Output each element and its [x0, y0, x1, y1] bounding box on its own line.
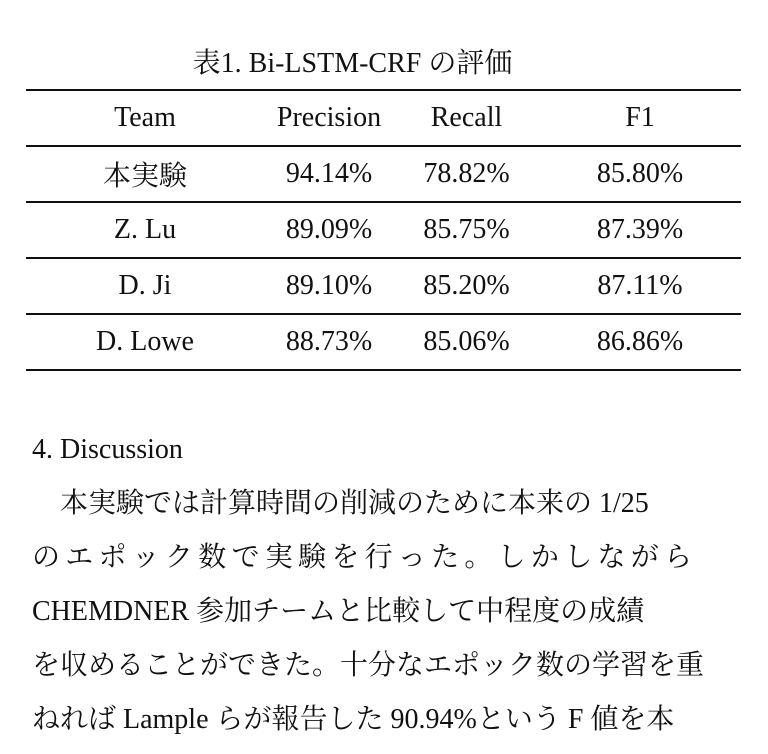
discussion-paragraph	[32, 484, 705, 754]
table-row	[26, 146, 741, 202]
cell-recall: 85.75%	[423, 214, 510, 245]
header-recall: Recall	[430, 102, 503, 133]
cell-team: D. Lowe	[96, 326, 194, 357]
cell-f1: 87.39%	[596, 214, 684, 245]
header-precision: Precision	[276, 102, 382, 133]
cell-f1: 87.11%	[597, 270, 683, 301]
section-heading: 4. Discussion	[32, 434, 183, 465]
header-f1: F1	[625, 102, 655, 133]
cell-recall: 85.20%	[423, 270, 510, 301]
paragraph-line: を収めることができた。十分なエポック数の学習を重	[32, 650, 705, 681]
cell-team: Z. Lu	[113, 214, 177, 245]
cell-precision: 88.73%	[285, 326, 373, 357]
cell-precision: 89.10%	[285, 270, 373, 301]
table-caption: 表1. Bi-LSTM-CRF の評価	[192, 48, 513, 79]
cell-team: 本実験	[102, 161, 187, 192]
cell-recall: 85.06%	[423, 326, 510, 357]
cell-f1: 86.86%	[596, 326, 684, 357]
table-row	[26, 258, 741, 314]
table-row	[26, 314, 741, 370]
cell-precision: 89.09%	[285, 214, 373, 245]
cell-f1: 85.80%	[596, 158, 684, 189]
table-header-row	[26, 90, 741, 146]
paragraph-line: 本実験では計算時間の削減のために本来の 1/25	[32, 488, 649, 519]
paragraph-line: ねれば Lample らが報告した 90.94%という F 値を本	[32, 704, 675, 735]
cell-recall: 78.82%	[423, 158, 510, 189]
table-row	[26, 202, 741, 258]
cell-team: D. Ji	[118, 270, 172, 301]
paragraph-line: のエポック数で実験を行った。しかしながら	[32, 542, 692, 573]
header-team: Team	[114, 102, 176, 133]
results-table-container	[26, 89, 741, 371]
paragraph-line: CHEMDNER 参加チームと比較して中程度の成績	[32, 596, 645, 627]
cell-precision: 94.14%	[285, 158, 373, 189]
results-table	[26, 89, 741, 371]
